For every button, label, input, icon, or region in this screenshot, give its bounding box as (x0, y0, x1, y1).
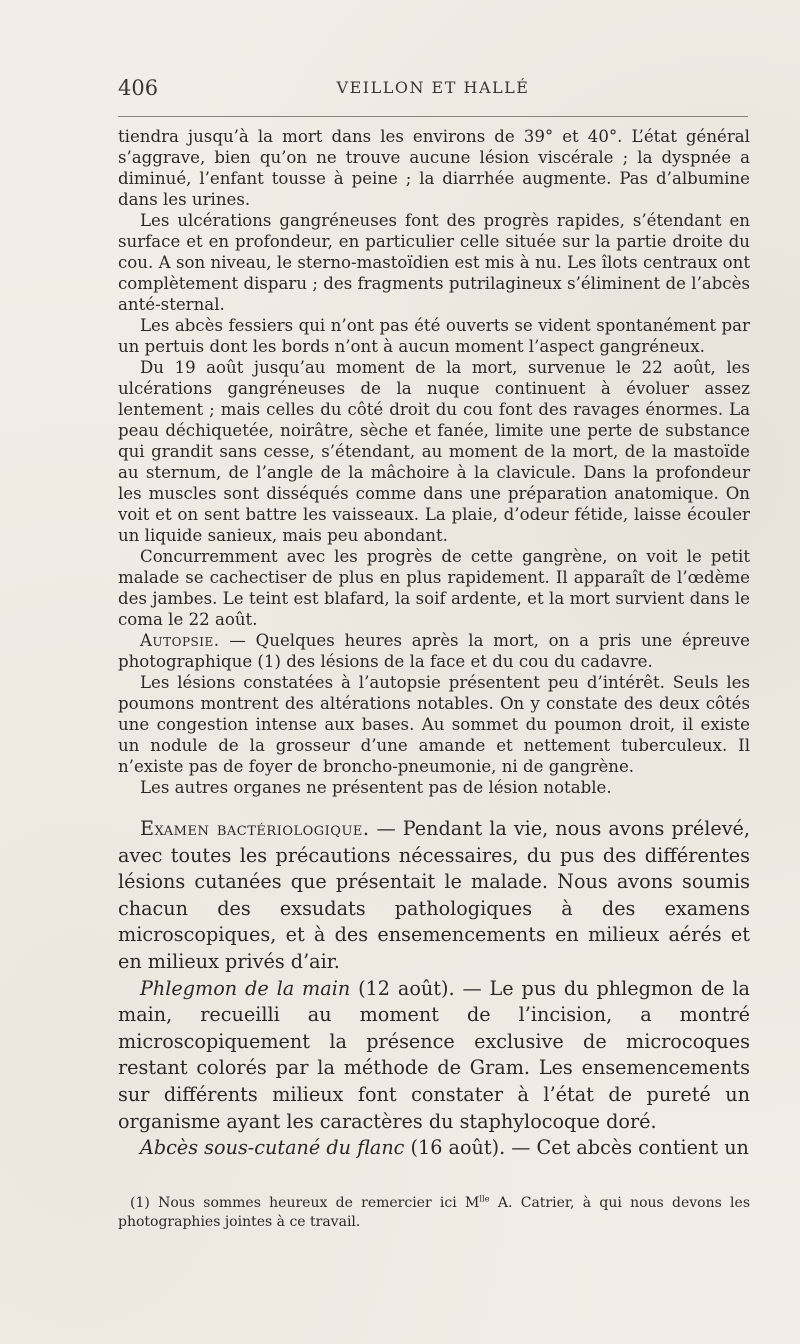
footnote (118, 1194, 750, 1232)
paragraph-autopsie (118, 630, 750, 672)
footnote-text: Nous sommes heureux de remercier ici M (149, 1195, 480, 1211)
paragraph-text: (16 août). — Cet abcès contient un (404, 1136, 749, 1160)
page-number: 406 (118, 76, 159, 100)
subheading-phlegmon: Phlegmon de la main (140, 976, 351, 1000)
paragraph: Du 19 août jusqu’au moment de la mort, survenue le 22 août, les ulcérations gangréneuses de la nuque continuent à évoluer assez lentement ; mais celles du côté droit du cou font des ravages énormes. La peau déchiquetée, noirâtre, sèche et fanée, limite une perte de substance qui grandit sans cesse, s’étendant, au moment de la mort, de la mastoïde au sternum, de l’angle de la mâchoire à la clavicule. Dans la profondeur les muscles sont disséqués comme dans une préparation anatomique. On voit et on sent battre les vaisseaux. La plaie, d’odeur fétide, laisse écouler un liquide sanieux, mais peu abondant. (118, 358, 750, 545)
footnote-superscript: lle (479, 1193, 490, 1204)
paragraph: Les autres organes ne présentent pas de lésion notable. (140, 778, 612, 797)
paragraph: Les ulcérations gangréneuses font des progrès rapides, s’étendant en surface et en profondeur, en particulier celle située sur la partie droite du cou. A son niveau, le sterno-mastoïdien est mis à nu. Les îlots centraux ont complètement disparu ; des fragments putrilagineux s’éliminent de l’abcès anté-sternal. (118, 211, 750, 314)
paragraph: Concurremment avec les progrès de cette gangrène, on voit le petit malade se cachectiser de plus en plus rapidement. Il apparaît de l’œdème des jambes. Le teint est blafard, la soif ardente, et la mort survient dans le coma le 22 août. (118, 547, 750, 629)
footnote-text-end: A. Catrier, à qui nous devons les photographies jointes à ce travail. (118, 1195, 750, 1230)
subheading-abces: Abcès sous-cutané du flanc (140, 1136, 405, 1160)
paragraph-text: — Pendant la vie, nous avons prélevé, avec toutes les précautions nécessaires, du pus des différentes lésions cutanées que présentait le malade. Nous avons soumis chacun des exsudats pathologiques à des examens microscopiques, et à des ensemencements en milieux aérés et en milieux privés d’air. (118, 817, 751, 973)
paragraph: tiendra jusqu’à la mort dans les environs de 39° et 40°. L’état général s’aggrave, bien qu’on ne trouve aucune lésion viscérale ; la dyspnée a diminué, l’enfant tousse à peine ; la diarrhée augmente. Pas d’albumine dans les urines. (118, 127, 750, 209)
paragraph-text: (12 août). — Le pus du phlegmon de la main, recueilli au moment de l’incision, a montré microscopiquement la présence exclusive de microcoques restant colorés par la méthode de Gram. Les ensemencements sur différents milieux font constater à l’état de pureté un organisme ayant les caractères du staphylocoque doré. (118, 976, 750, 1133)
running-head: VEILLON ET HALLÉ (336, 78, 530, 97)
page-header (118, 72, 748, 112)
paragraph-abces (118, 1135, 750, 1162)
paragraph-examen (118, 816, 750, 976)
footnote-marker: (1) (130, 1195, 150, 1211)
paragraph-text: — Quelques heures après la mort, on a pris une épreuve photographique (1) des lésions de la face et du cou du cadavre. (118, 631, 750, 671)
header-rule (118, 116, 748, 117)
section-gap (118, 798, 750, 816)
section-label-examen: Examen bactériologique. (140, 817, 370, 840)
paragraph-phlegmon (118, 976, 750, 1136)
paragraph: Les abcès fessiers qui n’ont pas été ouverts se vident spontanément par un pertuis dont les bords n’ont à aucun moment l’aspect gangréneux. (118, 316, 750, 356)
paragraph: Les lésions constatées à l’autopsie présentent peu d’intérêt. Seuls les poumons montrent des altérations notables. On y constate des deux côtés une congestion intense aux bases. Au sommet du poumon droit, il existe un nodule de la grosseur d’une amande et nettement tuberculeux. Il n’existe pas de foyer de broncho-pneumonie, ni de gangrène. (118, 673, 750, 776)
body-text (118, 126, 750, 1162)
section-label-autopsie: Autopsie. (140, 631, 220, 650)
